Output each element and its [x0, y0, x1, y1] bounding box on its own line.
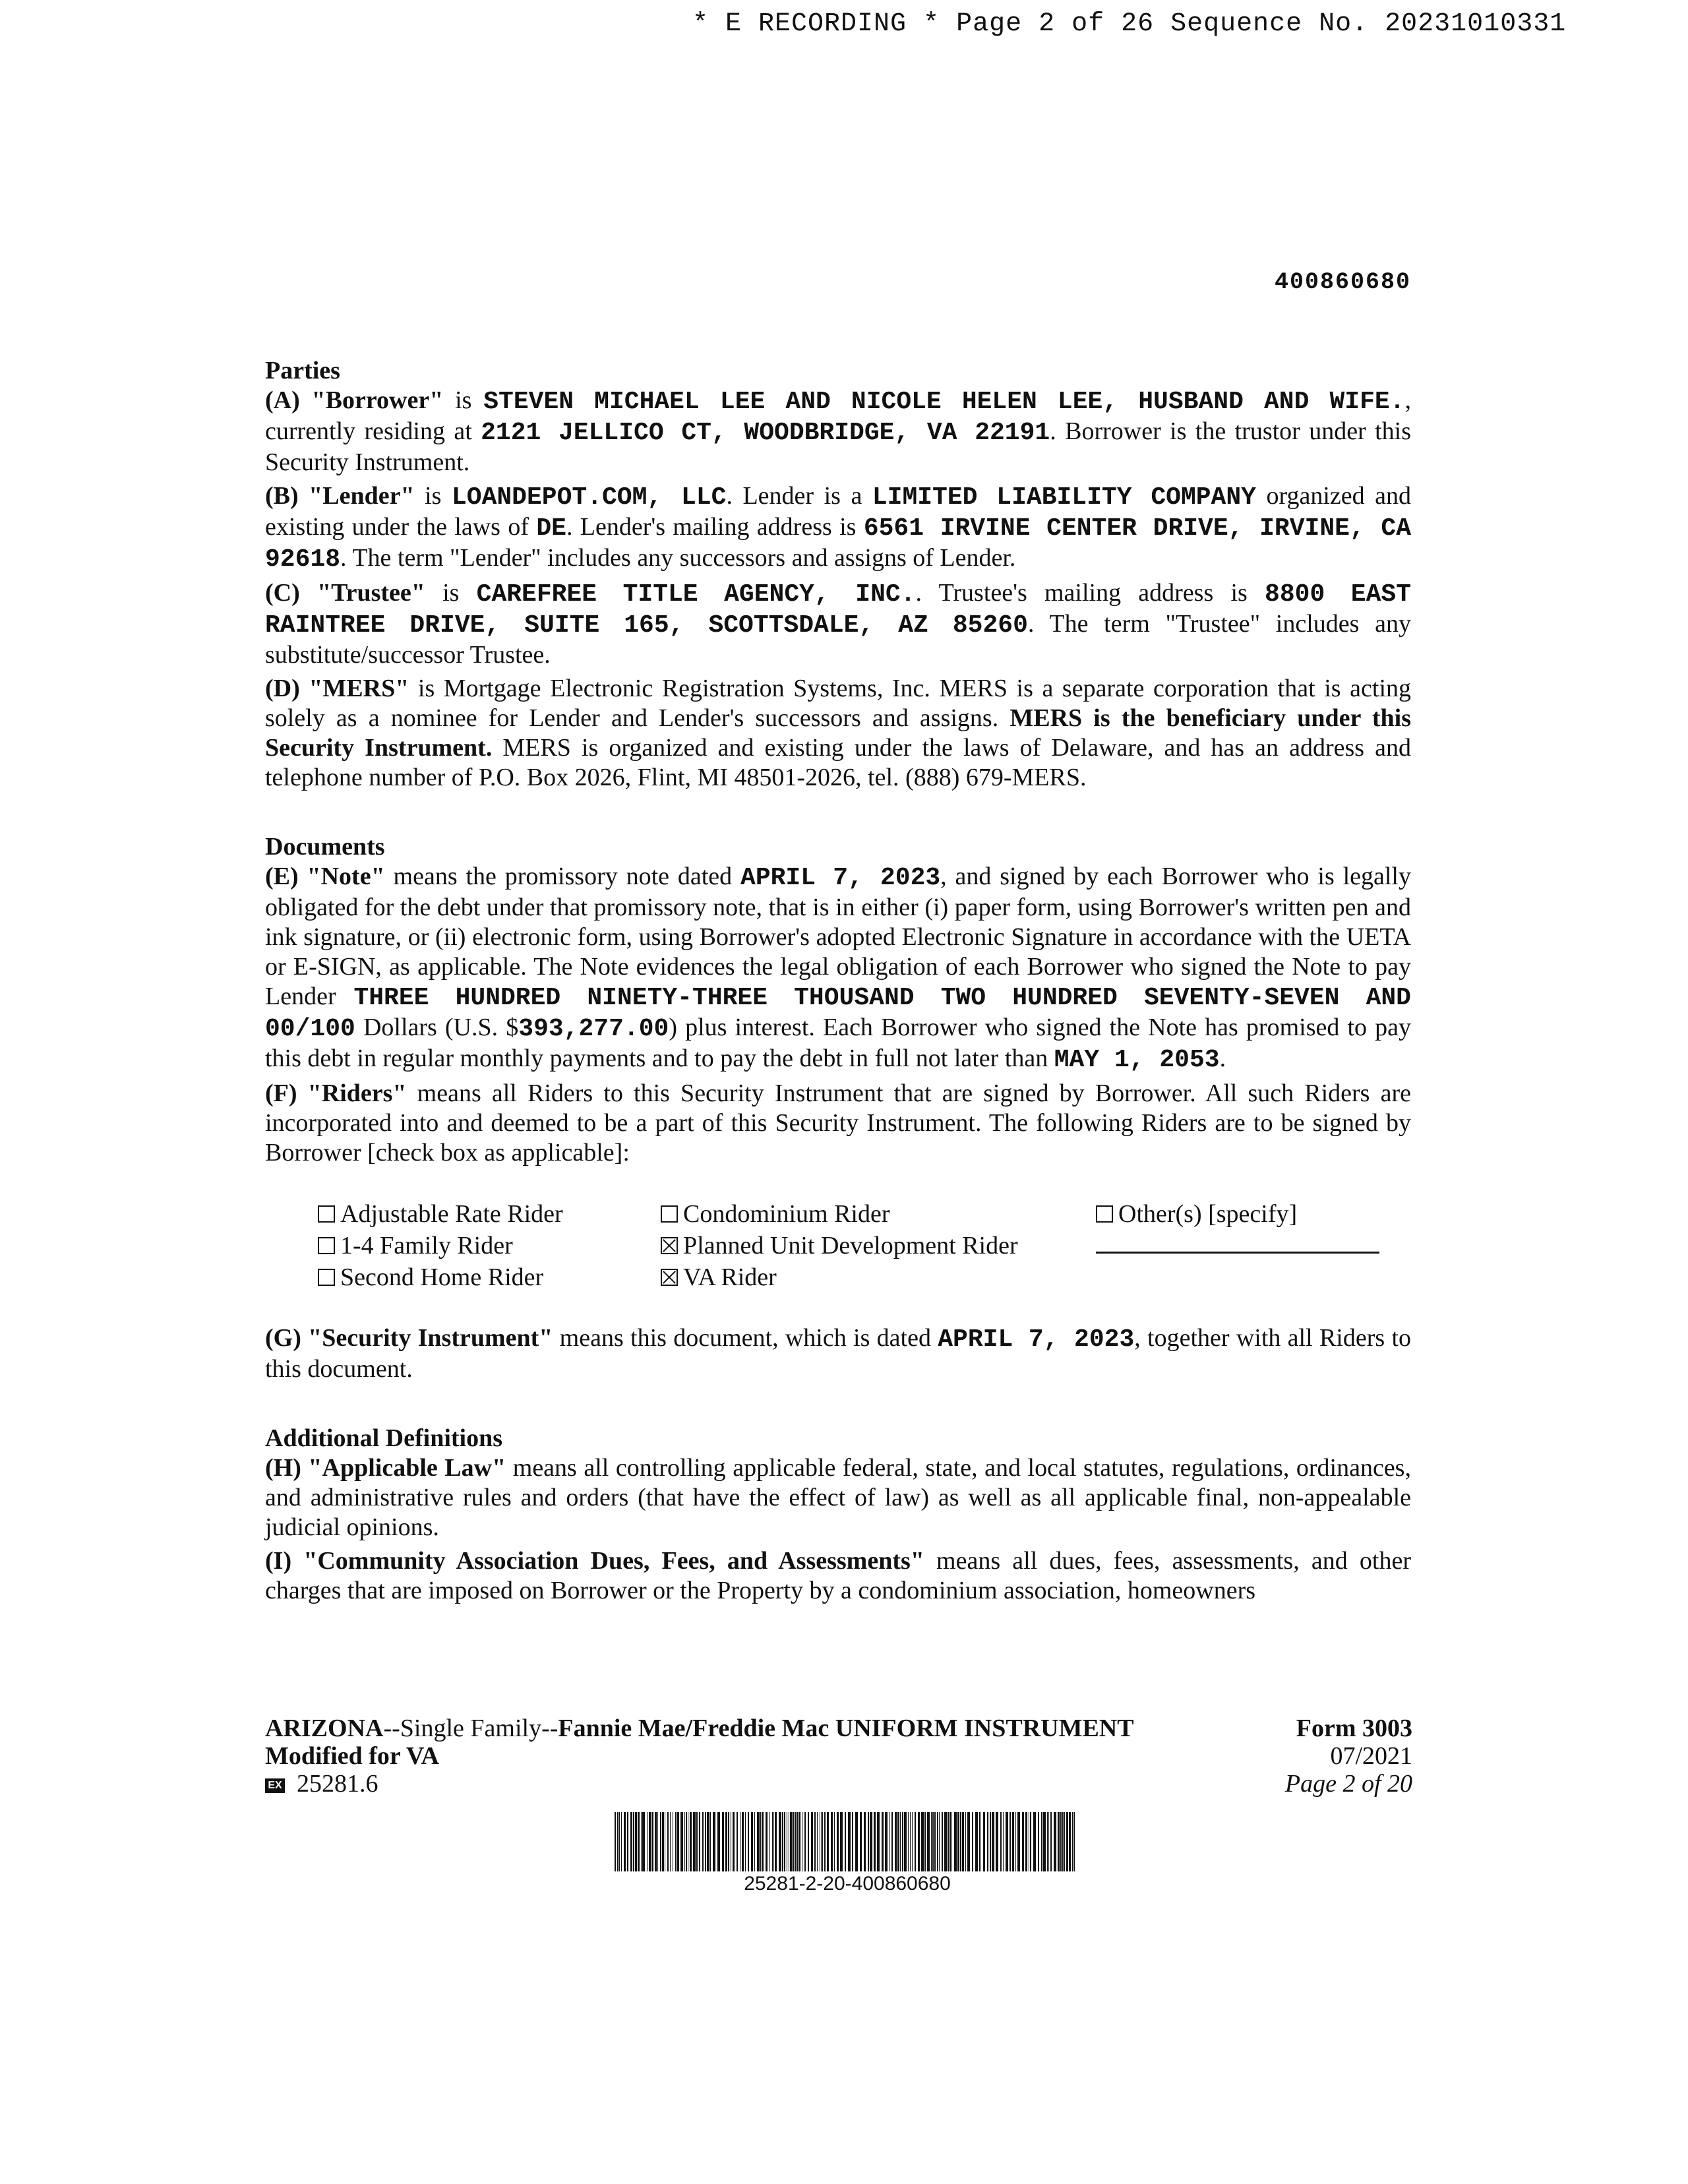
- form-date: 07/2021: [1330, 1742, 1412, 1770]
- definition-riders: (F) "Riders" means all Riders to this Security Instrument that are signed by Borrower. All such Riders are incorporated into and deemed to be a part of this Security Instrument. The following Riders are to be signed by Borrower [check box as applicable]:: [265, 1079, 1411, 1167]
- rider-va: VA Rider: [661, 1261, 1096, 1293]
- definition-security-instrument: (G) "Security Instrument" means this document, which is dated APRIL 7, 2023, together with all Riders to this document.: [265, 1324, 1412, 1383]
- section-heading-documents: Documents: [265, 833, 385, 861]
- checkbox-empty-icon: [318, 1237, 335, 1254]
- definition-note: (E) "Note" means the promissory note dated APRIL 7, 2023, and signed by each Borrower who is legally obligated for the debt under that promissory note, that is in either (i) paper form, using Borrower's written pen and ink signature, or (ii) electronic form, using Borrower's adopted Electronic Signature in accordance with the UETA or E-SIGN, as applicable. The Note evidences the legal obligation of each Borrower who signed the Note to pay Lender THREE HUNDRED NINETY-THREE THOUSAND TWO HUNDRED SEVENTY-SEVEN AND 00/100 Dollars (U.S. $393,277.00) plus interest. Each Borrower who signed the Note has promised to pay this debt in regular monthly payments and to pay the debt in full not later than MAY 1, 2053.: [265, 863, 1411, 1074]
- definition-community-association: (I) "Community Association Dues, Fees, and Assessments" means all dues, fees, assessments, and other charges that are imposed on Borrower or the Property by a condominium association, homeowners: [265, 1547, 1411, 1604]
- barcode: [615, 1812, 1080, 1871]
- definition-trustee: (C) "Trustee" is CAREFREE TITLE AGENCY, INC.. Trustee's mailing address is 8800 EAST RAINTREE DRIVE, SUITE 165, SCOTTSDALE, AZ 85260. The term "Trustee" includes any substitute/successor Trustee.: [265, 579, 1411, 669]
- document-number: 400860680: [1274, 269, 1411, 295]
- section-heading-additional: Additional Definitions: [265, 1424, 503, 1452]
- rider-second-home: Second Home Rider: [318, 1261, 661, 1293]
- footer-modified: Modified for VA: [265, 1742, 439, 1770]
- barcode-number: 25281-2-20-400860680: [744, 1873, 951, 1895]
- rider-1-4-family: 1-4 Family Rider: [318, 1230, 661, 1261]
- checkbox-empty-icon: [318, 1269, 335, 1286]
- rider-condominium: Condominium Rider: [661, 1198, 1096, 1230]
- definition-borrower: (A) "Borrower" is STEVEN MICHAEL LEE AND NICOLE HELEN LEE, HUSBAND AND WIFE., currently residing at 2121 JELLICO CT, WOODBRIDGE, VA 22191. Borrower is the trustor under this Security Instrument.: [265, 386, 1411, 476]
- checkbox-empty-icon: [661, 1205, 678, 1223]
- rider-adjustable-rate: Adjustable Rate Rider: [318, 1198, 661, 1230]
- rider-other-blank: [1096, 1230, 1412, 1261]
- recording-header: * E RECORDING * Page 2 of 26 Sequence No. 20231010331: [692, 9, 1567, 39]
- riders-checklist: [318, 1198, 1411, 1293]
- page-number: Page 2 of 20: [1284, 1770, 1412, 1798]
- form-number: Form 3003: [1296, 1714, 1412, 1742]
- document-body: [265, 356, 1411, 1610]
- rider-other: Other(s) [specify]: [1096, 1198, 1412, 1230]
- checkbox-empty-icon: [1096, 1205, 1113, 1223]
- definition-mers: (D) "MERS" is Mortgage Electronic Registration Systems, Inc. MERS is a separate corporation that is acting solely as a nominee for Lender and Lender's successors and assigns. MERS is the beneficiary under this Security Instrument. MERS is organized and existing under the laws of Delaware, and has an address and telephone number of P.O. Box 2026, Flint, MI 48501-2026, tel. (888) 679-MERS.: [265, 675, 1411, 791]
- checkbox-checked-icon: [661, 1269, 678, 1286]
- checkbox-checked-icon: [661, 1237, 678, 1254]
- footer-state: ARIZONA: [265, 1714, 384, 1742]
- footer-code: 25281.6: [297, 1770, 378, 1798]
- footer-left: ARIZONA--Single Family--Fannie Mae/Freddie Mac UNIFORM INSTRUMENT Modified for VA EX 25281.6: [265, 1714, 1134, 1798]
- section-heading-parties: Parties: [265, 357, 340, 384]
- blank-line: [1096, 1238, 1379, 1254]
- rider-planned-unit-development: Planned Unit Development Rider: [661, 1230, 1096, 1261]
- ex-logo-icon: EX: [265, 1778, 285, 1793]
- checkbox-empty-icon: [318, 1205, 335, 1223]
- footer-right: [1285, 1714, 1412, 1798]
- definition-applicable-law: (H) "Applicable Law" means all controlling applicable federal, state, and local statutes, regulations, ordinances, and administrative rules and orders (that have the effect of law) as well as all applicable final, non-appealable judicial opinions.: [265, 1454, 1411, 1541]
- definition-lender: (B) "Lender" is LOANDEPOT.COM, LLC. Lender is a LIMITED LIABILITY COMPANY organized and existing under the laws of DE. Lender's mailing address is 6561 IRVINE CENTER DRIVE, IRVINE, CA 92618. The term "Lender" includes any successors and assigns of Lender.: [265, 482, 1412, 574]
